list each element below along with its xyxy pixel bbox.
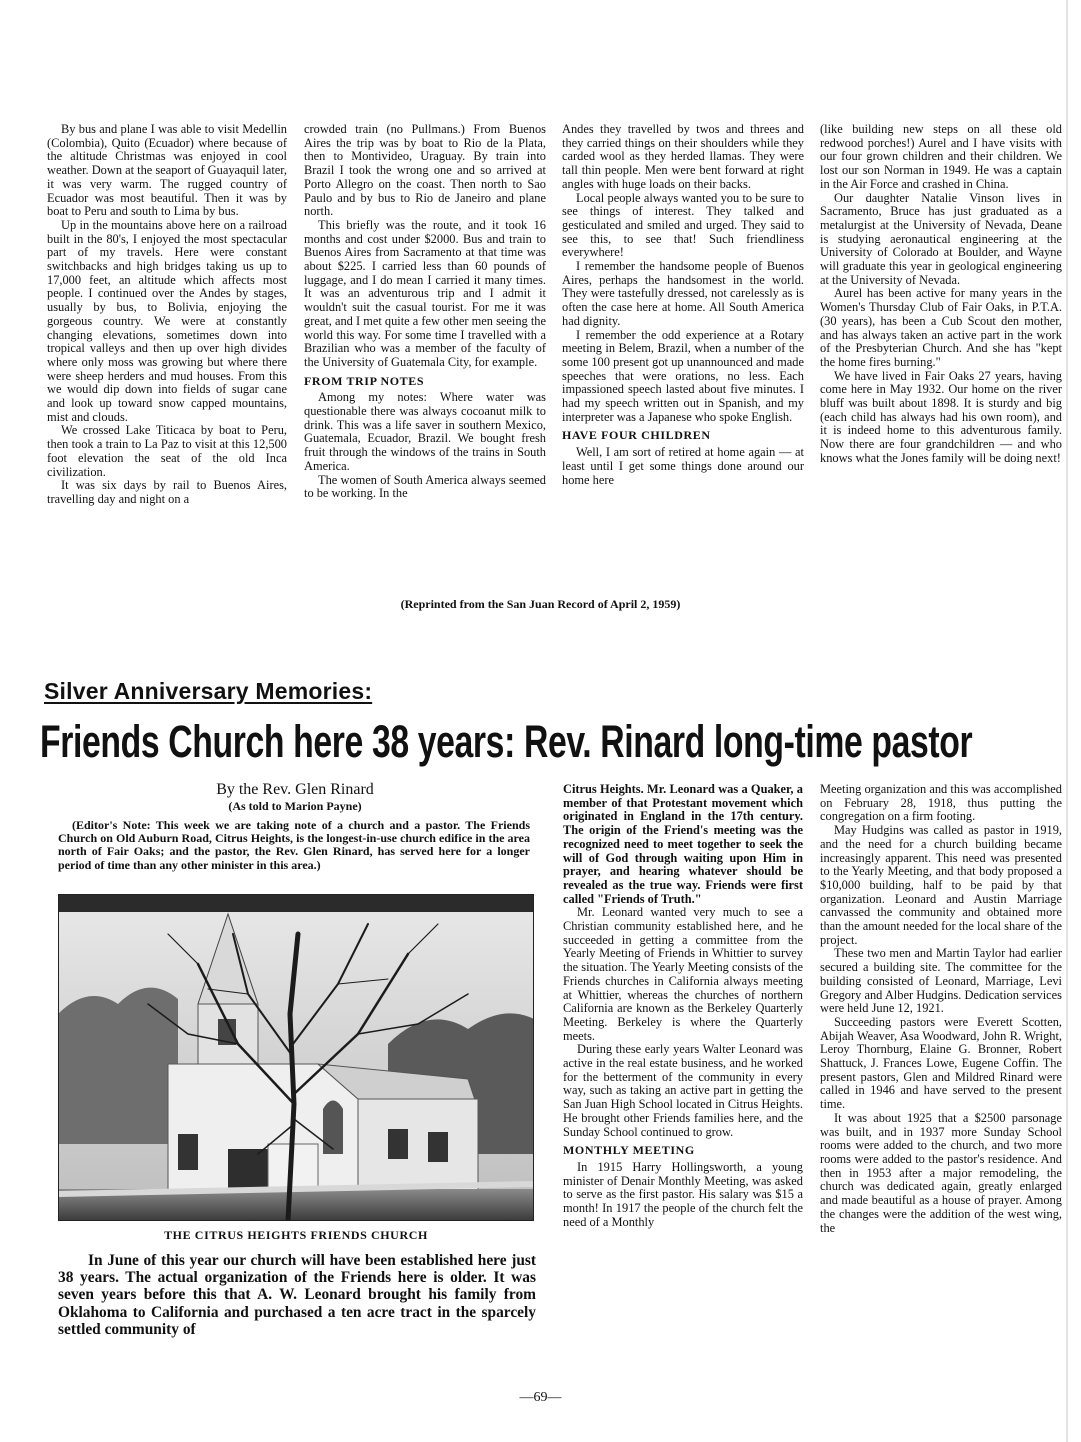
paragraph: This briefly was the route, and it took 16 months and cost under $2000. Bus and train to Buenos Aires from Sacramento at that time was about $225. I carried less than 60 pounds of luggage, and I do mean I carried it many times. It was an adventurous trip and I admit it wouldn't suit the casual tourist. For me it was great, and I met quite a few other men seeing the world this way. For some time I travelled with a Brazilian who was a member of the faculty of the University of Guatemala City, for example. xyxy=(304,217,546,369)
byline xyxy=(60,781,530,814)
paragraph: It was about 1925 that a $2500 parsonage was built, and in 1937 more Sunday School rooms were added to the church, and two more rooms were added to the pastor's residence. And then in 1953 after a major remodeling, the church was dedicated again, greatly enlarged and made beautiful as a house of prayer. Among the changes were the addition of the west wing, the xyxy=(820,1110,1062,1235)
paragraph: I remember the odd experience at a Rotary meeting in Belem, Brazil, when a number of the some 100 present got up unannounced and made speeches that were orations, no less. Each impassioned speech lasted about five minutes. I had my speech written out in Spanish, and my interpreter was a Japanese who spoke English. xyxy=(562,327,804,424)
headline: Friends Church here 38 years: Rev. Rinard long-time pastor xyxy=(40,716,973,767)
paragraph: The women of South America always seemed to be working. In the xyxy=(304,472,546,501)
paragraph: These two men and Martin Taylor had earlier secured a building site. The committee for the building consisted of Leonard, Marriage, Levi Gregory and Alber Hudgins. Dedication services were held June 12, 1921. xyxy=(820,946,1062,1016)
top-column-4 xyxy=(820,123,1062,466)
bottom-column-2 xyxy=(820,783,1062,1235)
byline-told-to: (As told to Marion Payne) xyxy=(228,799,362,813)
editors-note: (Editor's Note: This week we are taking note of a church and a pastor. The Friends Church on Old Auburn Road, Citrus Heights, is the longest-in-use church edifice in the area north of Fair Oaks; and the pastor, the Rev. Glen Rinard, has served here for a longer period of time than any other minister in this area.) xyxy=(58,818,530,872)
paragraph: It was six days by rail to Buenos Aires, travelling day and night on a xyxy=(47,478,287,506)
paragraph: Our daughter Natalie Vinson lives in Sacramento, Bruce has just graduated as a metalurgist at the University of Nevada, Deane is studying aeronautical engineering at the University of Colorado at Boulder, and Wayne will graduate this year in geological engineering at the University of Nevada. xyxy=(820,190,1062,287)
church-photo xyxy=(58,894,534,1221)
paragraph: Mr. Leonard wanted very much to see a Christian community established here, and he succeeded in getting a committee from the Yearly Meeting of Friends in Whittier to survey the situation. The Yearly Meeting consists of the Friends churches in California always meeting at Whittier, whereas the churches of northern California are known as the Berkeley Quarterly Meeting. Berkeley is where the Quarterly meets. xyxy=(563,905,803,1043)
paragraph: May Hudgins was called as pastor in 1919, and the need for a church building became increasingly apparent. This need was presented to the Yearly Meeting, and that body proposed a $10,000 building, half to be paid by that organization. Leonard and Austin Marriage canvassed the community and obtained more than the amount needed for the local share of the project. xyxy=(820,823,1062,947)
top-column-1 xyxy=(47,123,287,507)
bottom-column-1 xyxy=(563,783,803,1230)
paragraph: Up in the mountains above here on a railroad built in the 80's, I enjoyed the most spectacular part of my travels. Here were constant switchbacks and high bridges taking us up to 17,000 feet, an altitude which affects most people. I continued over the Andes by stages, usually by bus, to Bolivia, enjoying the gorgeous country. We were at constantly changing elevations, sometimes down into tropical valleys and then up over high divides where only moss was growing but where there were sheep herders and mud houses. From this we would dip down into fields of sugar cane and look up toward snow capped mountains, mist and clouds. xyxy=(47,217,287,424)
subheading: MONTHLY MEETING xyxy=(563,1143,695,1158)
paragraph: We crossed Lake Titicaca by boat to Peru, then took a train to La Paz to visit at this 12,500 foot elevation the seat of the old Inca civilization. xyxy=(47,423,287,479)
paragraph: During these early years Walter Leonard was active in the real estate business, and he worked for the betterment of the community in every way, such as taking an active part in getting the San Juan High School located in Citrus Heights. He brought other Friends families here, and the Sunday School continued to grow. xyxy=(563,1042,803,1139)
paragraph: Local people always wanted you to be sure to see things of interest. They talked and gesticulated and smiled and urged. They said to see this, to see that! Such friendliness everywhere! xyxy=(562,190,804,260)
paragraph: In 1915 Harry Hollingsworth, a young minister of Denair Monthly Meeting, was asked to serve as the first pastor. His salary was $15 a month! In 1917 the people of the church felt the need of a Monthly xyxy=(563,1159,803,1229)
page-number: —69— xyxy=(519,1390,562,1405)
paragraph: Succeeding pastors were Everett Scotten, Abijah Weaver, Asa Woodward, John R. Wright, Leroy Thornburg, Elaine G. Bronner, Robert Shattuck, J. Frances Lowe, Eugene Coffin. The present pastors, Glen and Mildred Rinard were called in 1946 and have served to the present time. xyxy=(820,1014,1062,1112)
scan-edge xyxy=(1066,0,1068,1442)
paragraph: (like building new steps on all these old redwood porches!) Aurel and I have visits with our four grown children and their children. We lost our son Norman in 1949. He was a captain in the Air Force and crashed in China. xyxy=(820,122,1062,191)
byline-author: By the Rev. Glen Rinard xyxy=(216,781,374,798)
section-kicker: Silver Anniversary Memories: xyxy=(44,678,373,704)
subheading: FROM TRIP NOTES xyxy=(304,373,425,388)
subheading: HAVE FOUR CHILDREN xyxy=(562,428,711,443)
paragraph: Aurel has been active for many years in the Women's Thursday Club of Fair Oaks, in P.T.A. (30 years), has been a Cub Scout den mother, and has always taken an active part in the work of the Presbyterian Church. And she has "kept the home fires burning." xyxy=(820,286,1062,369)
reprint-credit: (Reprinted from the San Juan Record of April 2, 1959) xyxy=(400,597,681,611)
top-column-2 xyxy=(304,123,546,501)
paragraph: Among my notes: Where water was questionable there was always cocoanut milk to drink. This was a life saver in southern Mexico, Guatemala, Ecuador, Brazil. We bought fresh fruit through the windows of the trains in South America. xyxy=(304,390,546,473)
paragraph: I remember the handsome people of Buenos Aires, perhaps the handsomest in the world. They were tastefully dressed, not carelessly as is often the case here at home. All South America had dignity. xyxy=(562,259,804,328)
paragraph: Meeting organization and this was accomplished on February 28, 1918, thus putting the congregation on a firm footing. xyxy=(820,782,1062,824)
paragraph: We have lived in Fair Oaks 27 years, having come here in May 1932. Our home on the river bluff was built about 1898. It is sturdy and big (each child has always had his own room), and it is indeed home to this adventurous family. Now there are four grandchildren — and who knows what the Jones family will be doing next! xyxy=(820,368,1062,465)
paragraph: By bus and plane I was able to visit Medellin (Colombia), Quito (Ecuador) where because of the altitude Christmas was enjoyed in cool weather. Down at the seaport of Guayaquil later, it was very warm. The rugged country of Ecuador was most beautiful. Then it was by boat to Peru and south to Lima by bus. xyxy=(47,122,288,219)
paragraph: Citrus Heights. Mr. Leonard was a Quaker, a member of that Protestant movement which originated in England in the 17th century. The origin of the Friend's meeting was the recognized need to meet together to seek the will of God through waiting upon Him in prayer, and hearing whatever should be revealed as the true way. Friends were first called "Friends of Truth." xyxy=(563,782,803,906)
paragraph: crowded train (no Pullmans.) From Buenos Aires the trip was by boat to Rio de la Plata, then to Montivideo, Uraguay. By train into Brazil I took the wrong one and so arrived at Porto Allegro on the coast. Then north to Sao Paulo and by bus to Rio de Janeiro and plane north. xyxy=(304,122,546,219)
lead-paragraph: In June of this year our church will have been established here just 38 years. The actual organization of the Friends here is older. It was seven years before this that A. W. Leonard brought his family from Oklahoma to California and purchased a ten acre tract in the sparcely settled community of xyxy=(58,1252,536,1338)
photo-caption: THE CITRUS HEIGHTS FRIENDS CHURCH xyxy=(164,1228,428,1242)
paragraph: Andes they travelled by twos and threes and they carried things on their shoulders while they carded wool as they herded llamas. They were tall thin people. Men were bent forward at right angles with huge loads on their backs. xyxy=(562,122,804,191)
paragraph: Well, I am sort of retired at home again — at least until I get some things done around our home here xyxy=(562,445,804,487)
top-column-3 xyxy=(562,123,804,487)
